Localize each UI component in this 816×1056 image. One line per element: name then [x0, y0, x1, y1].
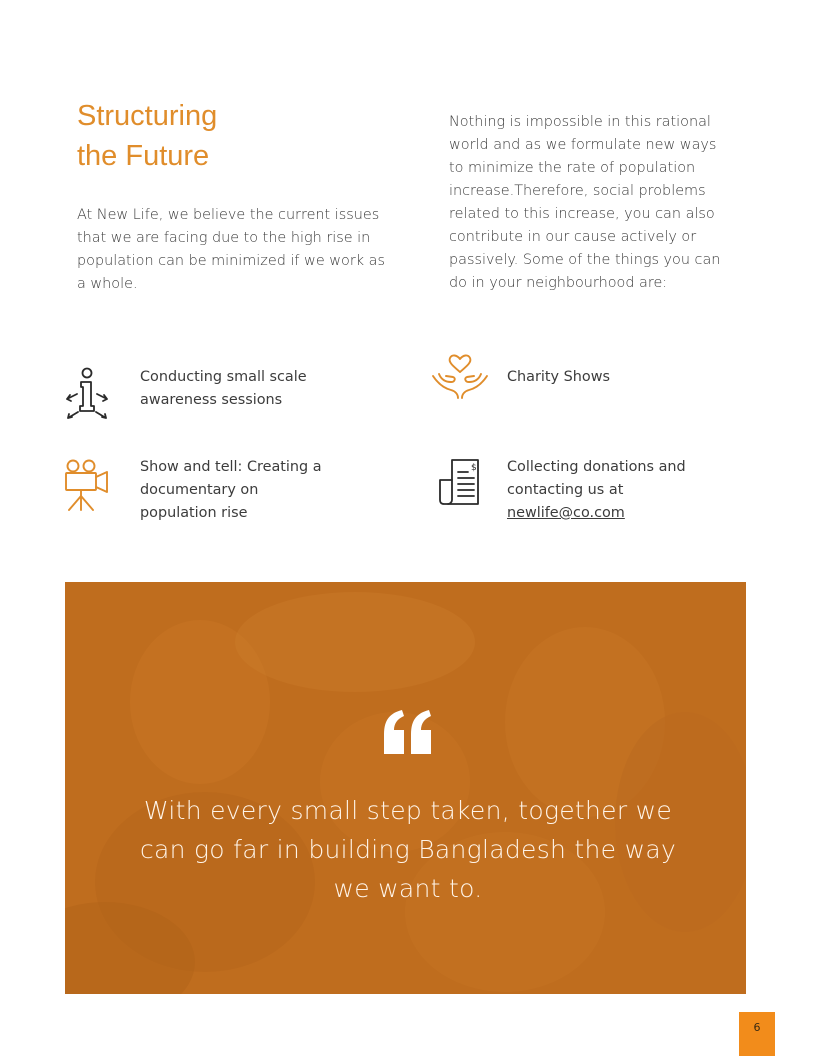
intro-right-line: Nothing is impossible in this rational: [449, 114, 711, 130]
charity-hands-heart-icon: [431, 352, 489, 404]
quote-line: can go far in building Bangladesh the way: [139, 835, 677, 864]
intro-right-line: to minimize the rate of population: [449, 160, 696, 176]
title-line-2: the Future: [77, 140, 210, 172]
children-photo: [65, 582, 746, 994]
page-title: [77, 96, 217, 176]
item-line: documentary on: [140, 482, 259, 498]
item-donations: [507, 456, 686, 525]
item-charity-shows: [507, 366, 610, 389]
item-awareness-sessions: [140, 366, 307, 412]
quote-banner: [65, 582, 746, 994]
quote-line: we want to.: [333, 874, 483, 903]
intro-right-line: passively. Some of the things you can: [449, 252, 721, 268]
quote-mark-icon: [382, 710, 434, 758]
item-line: Conducting small scale: [140, 369, 307, 385]
quote-text: [120, 791, 696, 908]
donation-document-icon: [438, 458, 484, 510]
svg-text:$: $: [471, 463, 477, 473]
page-number: 6: [739, 1012, 775, 1056]
intro-paragraph-right: [449, 111, 734, 295]
film-camera-icon: [63, 458, 111, 516]
intro-left-line: a whole.: [77, 276, 138, 292]
title-line-1: Structuring: [77, 100, 218, 132]
intro-left-line: population can be minimized if we work as: [77, 253, 385, 269]
intro-right-line: contribute in our cause actively or: [449, 229, 697, 245]
intro-right-line: related to this increase, you can also: [449, 206, 715, 222]
item-line: population rise: [140, 505, 248, 521]
intro-right-line: do in your neighbourhood are:: [449, 275, 668, 291]
item-line: awareness sessions: [140, 392, 283, 408]
information-person-icon: [63, 366, 111, 428]
item-line: Charity Shows: [507, 369, 610, 385]
intro-right-line: world and as we formulate new ways: [449, 137, 717, 153]
intro-left-line: At New Life, we believe the current issues: [77, 207, 380, 223]
intro-left-line: that we are facing due to the high rise in: [77, 230, 371, 246]
intro-paragraph-left: [77, 204, 395, 296]
quote-line: With every small step taken, together we: [143, 796, 673, 825]
item-line: Show and tell: Creating a: [140, 459, 322, 475]
intro-right-line: increase.Therefore, social problems: [449, 183, 706, 199]
item-line: contacting us at: [507, 482, 624, 498]
email-link[interactable]: newlife@co.com: [507, 505, 625, 521]
item-show-and-tell: [140, 456, 322, 525]
item-line: Collecting donations and: [507, 459, 686, 475]
